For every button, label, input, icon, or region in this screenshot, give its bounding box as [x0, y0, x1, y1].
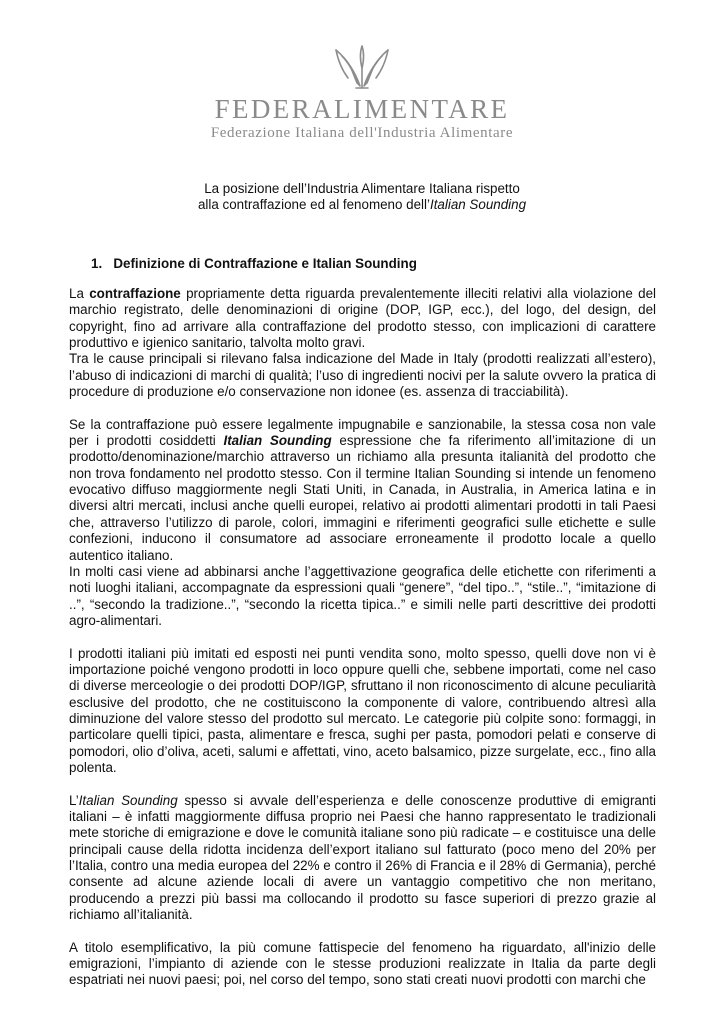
- paragraph-text: L’: [69, 792, 79, 808]
- paragraph: In molti casi viene ad abbinarsi anche l’aggettivazione geografica delle etichette con riferimenti a noti luoghi italiani, accompagnate da espressioni quali “genere”, “del tipo..”, “stile..”, “imitazione di ..”, “secondo la tradizione..”, “secondo la ricetta tipica..” e simili nelle parti descrittive dei prodotti agro-alimentari.: [69, 563, 656, 628]
- paragraph-text: Se la contraffazione può essere legalmente impugnabile e sanzionabile, la stessa cosa non vale per i prodotti cosiddetti: [69, 416, 656, 449]
- title-line-2-italic: Italian Sounding: [429, 197, 527, 212]
- paragraph-text: propriamente detta riguarda prevalentemente illeciti relativi alla violazione del marchio registrato, delle denominazioni di origine (DOP, IGP, ecc.), del logo, del design, del copyright, fino ad arrivare alla contraffazione del prodotto stesso, con implicazioni di carattere produttivo e igienico sanitario, talvolta molto gravi.: [69, 286, 656, 351]
- paragraph-bold-term: contraffazione: [89, 286, 181, 301]
- eagle-emblem-icon: [326, 38, 398, 92]
- section-number: 1.: [91, 256, 103, 271]
- paragraph-text: La: [69, 286, 90, 301]
- document-body: [69, 286, 656, 989]
- title-line-2-text: alla contraffazione ed al fenomeno dell’: [197, 197, 430, 212]
- paragraph: [69, 417, 656, 564]
- paragraph-text: espressione che fa riferimento all’imitazione di un prodotto/denominazione/marchio attraverso un richiamo alla presunta italianità del prodotto che non trova fondamento nel prodotto stesso. Con il termine Italian Sounding si intende un fenomeno evocativo diffuso maggiormente negli Stati Uniti, in Canada, in Australia, in America latina e in diversi altri mercati, inclusi anche quelli europei, relativo ai prodotti alimentari prodotti in tali Paesi che, attraverso l’utilizzo di parole, colori, immagini e riferimenti geografici sulle etichette e sulle confezioni, inducono il consumatore ad associare erroneamente il prodotto locale a quello autentico italiano.: [69, 433, 656, 563]
- federalimentare-logo: [0, 38, 724, 142]
- section-heading: [91, 256, 417, 271]
- paragraph: I prodotti italiani più imitati ed esposti nei punti vendita sono, molto spesso, quelli dove non vi è importazione poiché vengono prodotti in loco oppure quelli che, sebbene importati, come nel caso di diverse merceologie o dei prodotti DOP/IGP, sfruttano il non riconoscimento di alcune peculiarità esclusive del prodotto, che ne costituiscono la componente di valore, contribuendo altresì alla diminuzione del valore stesso del prodotto sul mercato. Le categorie più colpite sono: formaggi, in particolare quelli tipici, pasta, alimentare e fresca, sughi per pasta, pomodori pelati e conserve di pomodori, olio d’oliva, aceti, salumi e affettati, vino, aceto balsamico, pizze surgelate, ecc., fino alla polenta.: [69, 645, 656, 775]
- document-title: [0, 181, 724, 213]
- paragraph: [69, 793, 656, 924]
- paragraph-text: spesso si avvale dell’esperienza e delle conoscenze produttive di emigranti italiani – è infatti maggiormente diffusa proprio nei Paesi che hanno rappresentato le tradizionali mete storiche di emigrazione e dove le comunità italiane sono più radicate – e costituisce una delle principali cause della ridotta incidenza dell’export italiano sul fatturato (poco meno del 20% per l’Italia, contro una media europea del 22% e contro il 26% di Francia e il 28% di Germania), perché consente ad alcune aziende locali di avere un vantaggio competitivo che non meritano, producendo a prezzi più bassi ma collocando il prodotto su fasce superiori di prezzo grazie al richiamo all’italianità.: [69, 792, 657, 923]
- paragraph: Tra le cause principali si rilevano falsa indicazione del Made in Italy (prodotti realizzati all’estero), l’abuso di indicazioni di marchi di qualità; l’uso di ingredienti nocivi per la salute ovvero la pratica di procedure di produzione e/o conservazione non idonee (es. assenza di tracciabilità).: [69, 351, 656, 400]
- paragraph-bolditalic-term: Italian Sounding: [223, 433, 332, 449]
- brand-name: FEDERALIMENTARE: [214, 94, 510, 124]
- section-heading-text: Definizione di Contraffazione e Italian Sounding: [113, 256, 417, 271]
- paragraph: [69, 286, 656, 351]
- title-line-1: La posizione dell’Industria Alimentare Italiana rispetto: [204, 181, 520, 196]
- paragraph: A titolo esemplificativo, la più comune fattispecie del fenomeno ha riguardato, all'inizio delle emigrazioni, l’impianto di aziende con le stesse produzioni realizzate in Italia da parte degli espatriati nei nuovi paesi; poi, nel corso del tempo, sono stati creati nuovi prodotti con marchi che: [69, 939, 656, 988]
- brand-subtitle: Federazione Italiana dell'Industria Alimentare: [210, 125, 514, 141]
- title-line-2: [0, 197, 724, 213]
- paragraph-italic-term: Italian Sounding: [78, 792, 178, 808]
